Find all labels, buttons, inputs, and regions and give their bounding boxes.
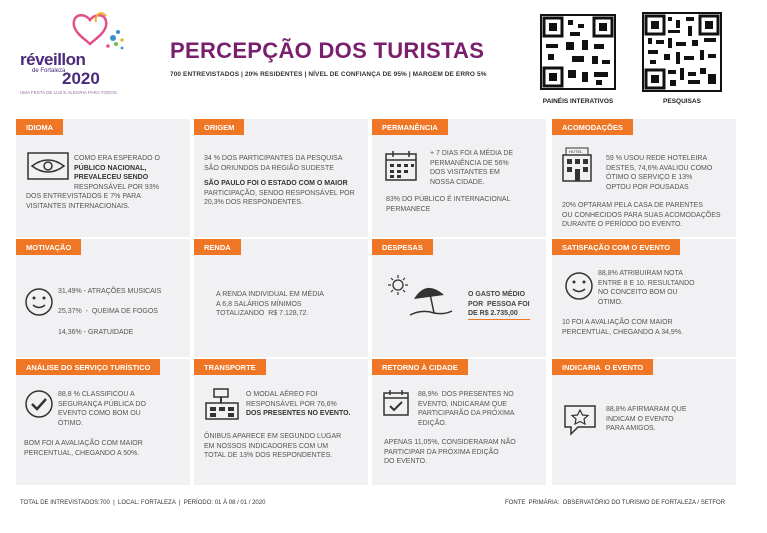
airport-tower-icon (204, 387, 240, 421)
eye-icon (26, 151, 70, 181)
hotel-sign: HOTEL (569, 149, 583, 154)
footer-right: FONTE PRIMÁRIA: OBSERVATÓRIO DO TURISMO DE FORTALEZA / SETFOR (505, 500, 726, 506)
acomodacoes-text-3: ÓTIMO O SERVIÇO E 13% (606, 174, 693, 181)
tag-acomodacoes: ACOMODAÇÕES (552, 119, 633, 135)
transporte-text-5: EM NOSSOS INDICADORES COM UM (204, 442, 329, 450)
transporte-text-2: RESPONSÁVEL POR 76,6% (246, 400, 337, 408)
permanencia-text-3: DOS VISITANTES EM (430, 169, 500, 176)
transporte-text-1: O MODAL AÉREO FOI (246, 391, 318, 398)
heart-logo-icon (18, 12, 128, 52)
acomodacoes-text-5: 20% OPTARAM PELA CASA DE PARENTES (562, 202, 703, 209)
tag-idioma: IDIOMA (16, 119, 63, 135)
despesas-text-1: O GASTO MÉDIO (468, 291, 526, 298)
idioma-text-6: VISITANTES INTERNACIONAIS. (26, 202, 130, 210)
despesas-text-3: DE R$ 2.735,00 (468, 309, 530, 320)
tag-despesas: DESPESAS (372, 239, 433, 255)
despesas-text-2: POR PESSOA FOI (468, 300, 530, 308)
indicaria-text-3: PARA AMIGOS. (606, 425, 656, 432)
tag-indicaria: INDICARIA O EVENTO (552, 359, 653, 375)
retorno-text-2: EVENTO, INDICARAM QUE (418, 400, 507, 408)
card-analise (16, 359, 190, 485)
retorno-text-5: APENAS 11,05%, CONSIDERARAM NÃO (384, 439, 516, 446)
card-idioma (16, 119, 190, 237)
card-origem (194, 119, 368, 237)
card-motivacao (16, 239, 190, 357)
tag-permanencia: PERMANÊNCIA (372, 119, 448, 135)
tag-satisfacao: SATISFAÇÃO COM O EVENTO (552, 239, 680, 255)
logo-name: réveillon (20, 50, 86, 69)
permanencia-text-2: PERMANÊNCIA DE 56% (430, 159, 509, 167)
satisfacao-text-5: 10 FOI A AVALIAÇÃO COM MAIOR (562, 319, 673, 326)
analise-text-1: 88,8 % CLASSIFICOU A (58, 391, 135, 398)
satisfacao-text-4: ÓTIMO. (598, 298, 623, 306)
idioma-text-3: PREVALECEU SENDO (74, 174, 149, 181)
analise-text-3: EVENTO COMO BOM OU (58, 410, 141, 417)
card-renda (194, 239, 368, 357)
origem-text-4: PARTICIPAÇÃO, SENDO RESPONSÁVEL POR (204, 189, 355, 197)
origem-text-5: 20,3% DOS RESPONDENTES. (204, 199, 303, 206)
card-permanencia (372, 119, 546, 237)
check-badge-icon (24, 389, 54, 419)
renda-text-1: A RENDA INDIVIDUAL EM MÉDIA (216, 291, 324, 298)
card-satisfacao (552, 239, 736, 357)
permanencia-text-4: NOSSA CIDADE. (430, 178, 485, 186)
permanencia-text-6: PERMANECE (386, 205, 431, 213)
star-chat-icon (562, 403, 598, 437)
logo-city: de Fortaleza (32, 68, 66, 74)
idioma-text-2: PÚBLICO NACIONAL, (74, 164, 147, 172)
motivacao-text-1: 31,49% - ATRAÇÕES MUSICAIS (58, 288, 162, 295)
transporte-text-3: DOS PRESENTES NO EVENTO. (246, 410, 351, 417)
acomodacoes-text-7: DURANTE O PERÍODO DO EVENTO. (562, 221, 683, 228)
acomodacoes-text-1: 59 % USOU REDE HOTELEIRA (606, 155, 708, 162)
retorno-text-6: PARTICIPAR DA PRÓXIMA EDIÇÃO (384, 448, 499, 456)
retorno-text-4: EDIÇÃO. (418, 419, 447, 427)
idioma-text-5: DOS ENTREVISTADOS E 7% PARA (26, 193, 141, 200)
analise-text-6: PERCENTUAL, CHEGANDO A 50%. (24, 449, 140, 457)
qr-code-icon (542, 16, 614, 88)
idioma-text-1: COMO ERA ESPERADO O (74, 155, 160, 162)
satisfacao-text-2: ENTRE 8 E 10. RESULTANDO (598, 279, 695, 287)
qr-label-pesquisas: PESQUISAS (663, 98, 701, 105)
tag-retorno: RETORNO À CIDADE (372, 359, 468, 375)
calendar-check-icon (382, 389, 410, 417)
origem-text-2: SÃO ORIUNDOS DA REGIÃO SUDESTE (204, 164, 334, 172)
card-transporte (194, 359, 368, 485)
satisfacao-text-1: 88,8% ATRIBUIRAM NOTA (598, 270, 683, 277)
logo-year: 2020 (62, 69, 100, 88)
analise-text-5: BOM FOI A AVALIAÇÃO COM MAIOR (24, 440, 143, 447)
tag-transporte: TRANSPORTE (194, 359, 266, 375)
origem-text-1: 34 % DOS PARTICIPANTES DA PESQUISA (204, 155, 343, 162)
reveillon-logo (18, 12, 128, 95)
motivacao-text-3: 14,36% - GRATUIDADE (58, 329, 134, 336)
smile-icon (24, 287, 54, 317)
motivacao-text-2: 25,37% - QUEIMA DE FOGOS (58, 308, 158, 315)
origem-text-3: SÃO PAULO FOI O ESTADO COM O MAIOR (204, 180, 348, 187)
retorno-text-1: 88,9% DOS PRESENTES NO (418, 391, 514, 398)
idioma-text-4: RESPONSÁVEL POR 93% (74, 183, 159, 191)
indicaria-text-2: INDICAM O EVENTO (606, 415, 674, 423)
card-despesas (372, 239, 546, 357)
permanencia-text-1: + 7 DIAS FOI A MÉDIA DE (430, 150, 514, 157)
page-subtitle: 700 ENTREVISTADOS | 20% RESIDENTES | NÍVEL DE CONFIANÇA DE 95% | MARGEM DE ERRO 5% (170, 71, 487, 78)
logo-tagline: UMA FESTA DE LUZ E ALEGRIA PARA TODOS (20, 90, 117, 95)
acomodacoes-text-6: OU CONHECIDOS PARA SUAS ACOMODAÇÕES (562, 211, 721, 219)
permanencia-text-5: 83% DO PÚBLICO É INTERNACIONAL (386, 196, 511, 203)
transporte-text-6: TOTAL DE 13% DOS RESPONDENTES. (204, 452, 333, 459)
satisfacao-text-6: PERCENTUAL, CHEGANDO A 34,9%. (562, 328, 683, 336)
tag-motivacao: MOTIVAÇÃO (16, 239, 81, 255)
tag-origem: ORIGEM (194, 119, 244, 135)
indicaria-text-1: 88,8% AFIRMARAM QUE (606, 406, 687, 413)
calendar-icon (384, 149, 418, 183)
qr-code-pesquisas[interactable] (642, 12, 722, 92)
transporte-text-4: ÔNIBUS APARECE EM SEGUNDO LUGAR (204, 433, 342, 440)
card-acomodacoes (552, 119, 736, 237)
analise-text-2: SEGURANÇA PÚBLICA DO (58, 400, 146, 408)
renda-text-2: A 6,8 SALÁRIOS MÍNIMOS (216, 300, 302, 308)
qr-label-paineis: PAINÉIS INTERATIVOS (542, 98, 614, 105)
retorno-text-3: PARTICIPARÃO DA PRÓXIMA (418, 410, 515, 417)
tag-analise: ANÁLISE DO SERVIÇO TURÍSTICO (16, 359, 160, 375)
tag-renda: RENDA (194, 239, 241, 255)
renda-text-3: TOTALIZANDO R$ 7.128,72. (216, 310, 309, 317)
acomodacoes-text-4: OPTOU POR POUSADAS (606, 183, 689, 191)
card-indicaria (552, 359, 736, 485)
analise-text-4: ÓTIMO. (58, 419, 83, 427)
acomodacoes-text-2: DESTES, 74,6% AVALIOU COMO (606, 164, 713, 172)
page-title: PERCEPÇÃO DOS TURISTAS (170, 38, 485, 63)
qr-code-paineis[interactable] (540, 14, 616, 90)
card-retorno (372, 359, 546, 485)
beach-umbrella-icon (388, 275, 458, 321)
qr-code-icon (644, 14, 720, 90)
footer-left: TOTAL DE INTREVISTADOS:700 | LOCAL: FORTALEZA | PERÍODO: 01 À 08 / 01 / 2020 (20, 500, 266, 506)
smile-icon (564, 271, 594, 301)
retorno-text-7: DO EVENTO. (384, 458, 428, 465)
satisfacao-text-3: NO CONCEITO BOM OU (598, 289, 678, 296)
